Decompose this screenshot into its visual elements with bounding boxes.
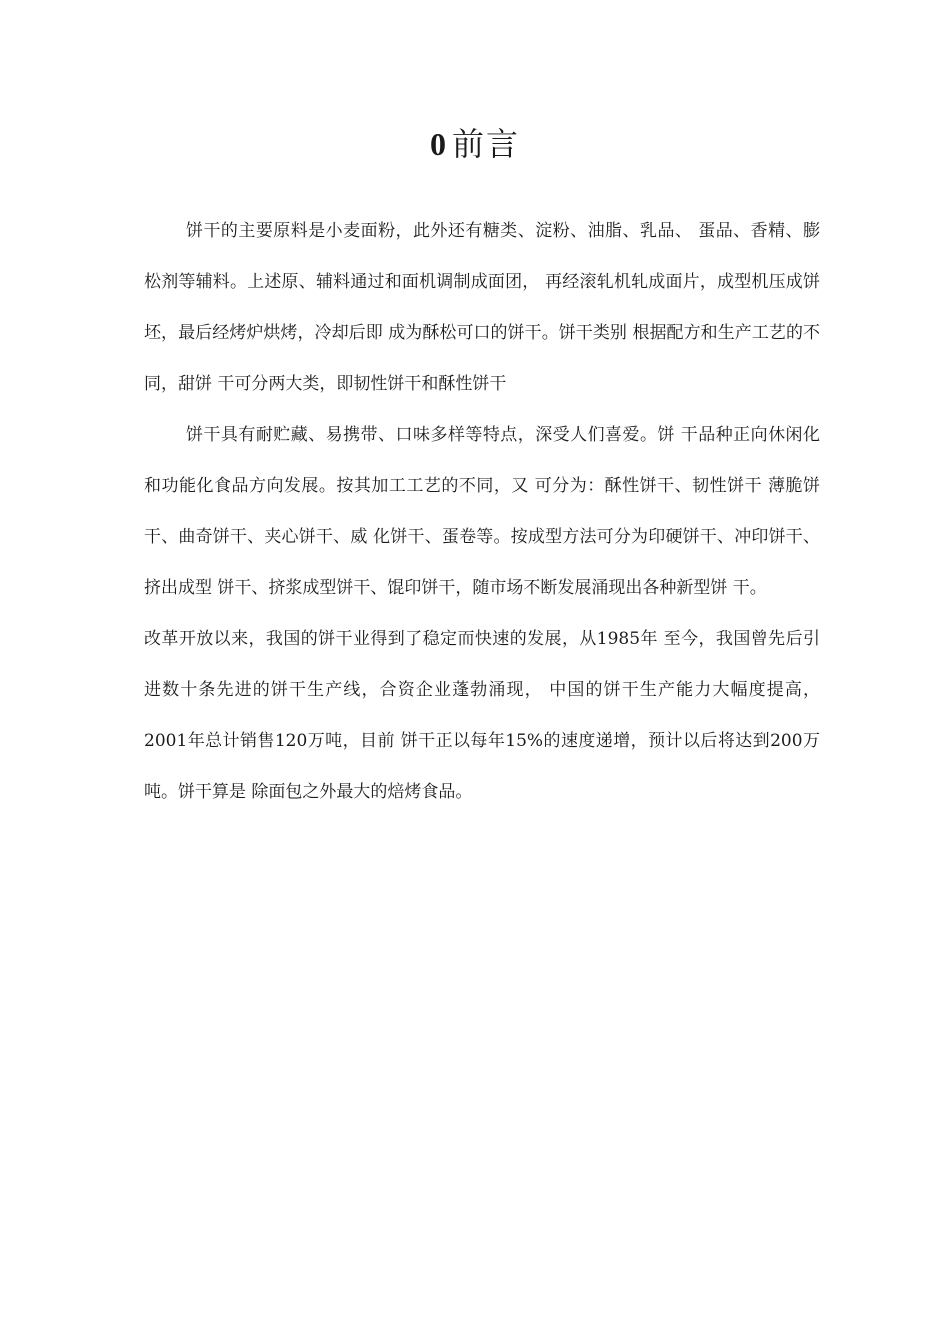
title-number: 0 [429, 126, 448, 162]
paragraph-varieties: 饼干具有耐贮藏、易携带、口味多样等特点，深受人们喜爱。饼 干品种正向休闲化和功能化食品方向发展。按其加工工艺的不同，又 可分为：酥性饼干、韧性饼干 薄脆饼干、曲奇饼干、夹心饼干、威 化饼干、蛋卷等。按成型方法可分为印硬饼干、冲印饼干、挤出成型 饼干、挤浆成型饼干、馄印饼干，随市场不断发展涌现出各种新型饼 干。 [144, 425, 820, 598]
body-text [144, 206, 820, 818]
title-text: 前言 [451, 125, 520, 163]
paragraph-industry-growth: 改革开放以来，我国的饼干业得到了稳定而快速的发展，从1985年 至今，我国曾先后引进数十条先进的饼干生产线，合资企业蓬勃涌现， 中国的饼干生产能力大幅度提高，2001年总计销售120万吨，目前 饼干正以每年15%的速度递增，预计以后将达到200万吨。饼干算是 除面包之外最大的焙烤食品。 [144, 629, 820, 802]
paragraph-ingredients: 饼干的主要原料是小麦面粉，此外还有糖类、淀粉、油脂、乳品、 蛋品、香精、膨松剂等辅料。上述原、辅料通过和面机调制成面团， 再经滚轧机轧成面片，成型机压成饼坯，最后经烤炉烘烤，冷却后即 成为酥松可口的饼干。饼干类别 根据配方和生产工艺的不同，甜饼 干可分两大类，即韧性饼干和酥性饼干 [144, 221, 820, 394]
page-title [0, 122, 950, 166]
